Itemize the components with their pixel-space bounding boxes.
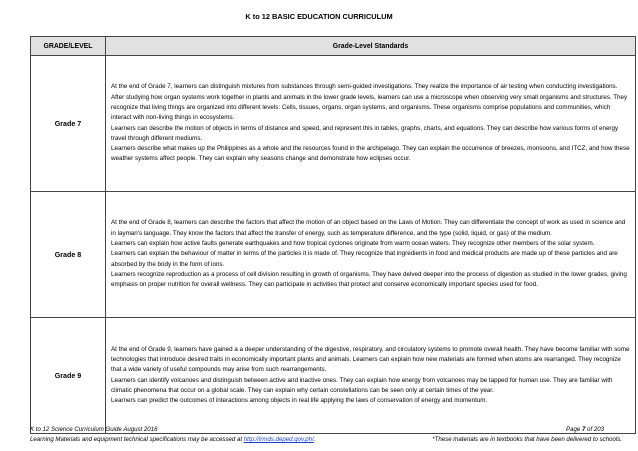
standards-paragraph: Learners can predict the outcomes of interactions among objects in real life applying the laws of conservation of energy and momentum. — [111, 397, 488, 405]
lrmds-link[interactable]: http://lrmds.deped.gov.ph/ — [243, 436, 314, 443]
standards-paragraph: At the end of Grade 9, learners have gained a a deeper understanding of the digestive, respiratory, and circulatory systems to promote overall health. They have become familiar with some technologies that introduce desired traits in economically important plants and animals. Learners can explain how new materials are formed when atoms are rearranged. They recognize that a wide variety of useful compounds may arise from such rearrangements. — [111, 345, 630, 374]
footer-guide-title: K to 12 Science Curriculum Guide August 2016 — [30, 426, 158, 433]
standards-paragraph: Learners can identify volcanoes and distinguish between active and inactive ones. They can explain how energy from volcanoes may be tapped for human use. They are familiar with climatic phenomena that occur on a global scale. They can explain why certain constellations can be seen only at certain times of the year. — [111, 376, 613, 394]
page-total: of 203 — [585, 426, 604, 433]
standards-cell — [106, 56, 636, 192]
standards-paragraph: Learners can describe the motion of objects in terms of distance and speed, and represent this in tables, graphs, charts, and equations. They can describe how various forms of energy travel through different mediums. — [111, 124, 619, 142]
standards-paragraph: At the end of Grade 8, learners can describe the factors that affect the motion of an object based on the Laws of Motion. They can differentiate the concept of work as used in science and in layman's language. They know the factors that affect the transfer of energy, such as temperature difference, and the type (solid, liquid, or gas) of the medium. — [111, 219, 626, 237]
grade-level-standards-table — [30, 36, 636, 434]
column-header-grade-level: GRADE/LEVEL — [31, 37, 106, 56]
page-title: K to 12 BASIC EDUCATION CURRICULUM — [245, 12, 393, 21]
grade-label: Grade 7 — [31, 56, 106, 192]
standards-paragraph: Learners can explain the behaviour of matter in terms of the particles it is made of. They recognize that ingredients in food and medical products are made up of these particles and are absorbed by the body in the form of ions. — [111, 250, 618, 268]
standards-paragraph: Learners recognize reproduction as a process of cell division resulting in growth of organisms. They have delved deeper into the process of digestion as studied in the lower grades, giving emphasis on proper nutrition for overall wellness. They can participate in activities that protect and conserve economically important species used for food. — [111, 270, 627, 289]
standards-paragraph: Learners describe what makes up the Philippines as a whole and the resources found in the archipelago. They can explain the occurrence of breezes, monsoons, and ITCZ, and how these weather systems affect people. They can explain why seasons change and demonstrate how eclipses occur. — [111, 145, 630, 163]
standards-paragraph: Learners can explain how active faults generate earthquakes and how tropical cyclones originate from warm ocean waters. They recognize other members of the solar system. — [111, 240, 595, 248]
footer-materials-end: . — [313, 436, 316, 443]
table-row — [31, 192, 636, 318]
table-row — [31, 56, 636, 192]
current-page: 7 — [581, 426, 586, 433]
standards-paragraph: At the end of Grade 7, learners can distinguish mixtures from substances through semi-guided investigations. They realize the importance of air testing when conducting investigations. After studying how organ systems work together in plants and animals in the lower grade levels, learners can use a microscope when observing very small organisms and structures. They recognize that living things are organized into different levels: Cells, tissues, organs, organ systems, and organisms. These organisms comprise populations and communities, which interact with non-living things in ecosystems. — [111, 83, 628, 122]
page-number — [566, 426, 604, 433]
table-row — [31, 318, 636, 434]
page-prefix: Page — [566, 426, 582, 433]
grade-label: Grade 9 — [31, 318, 106, 434]
standards-cell — [106, 318, 636, 434]
grade-label: Grade 8 — [31, 192, 106, 318]
table-header-row — [31, 37, 636, 56]
footer-materials-note — [30, 436, 315, 443]
column-header-standards: Grade-Level Standards — [106, 37, 636, 56]
footer-textbook-note: *These materials are in textbooks that have been delivered to schools. — [432, 436, 622, 443]
standards-cell — [106, 192, 636, 318]
footer-materials-text: Learning Materials and equipment technical specifications may be accessed at — [30, 436, 244, 443]
